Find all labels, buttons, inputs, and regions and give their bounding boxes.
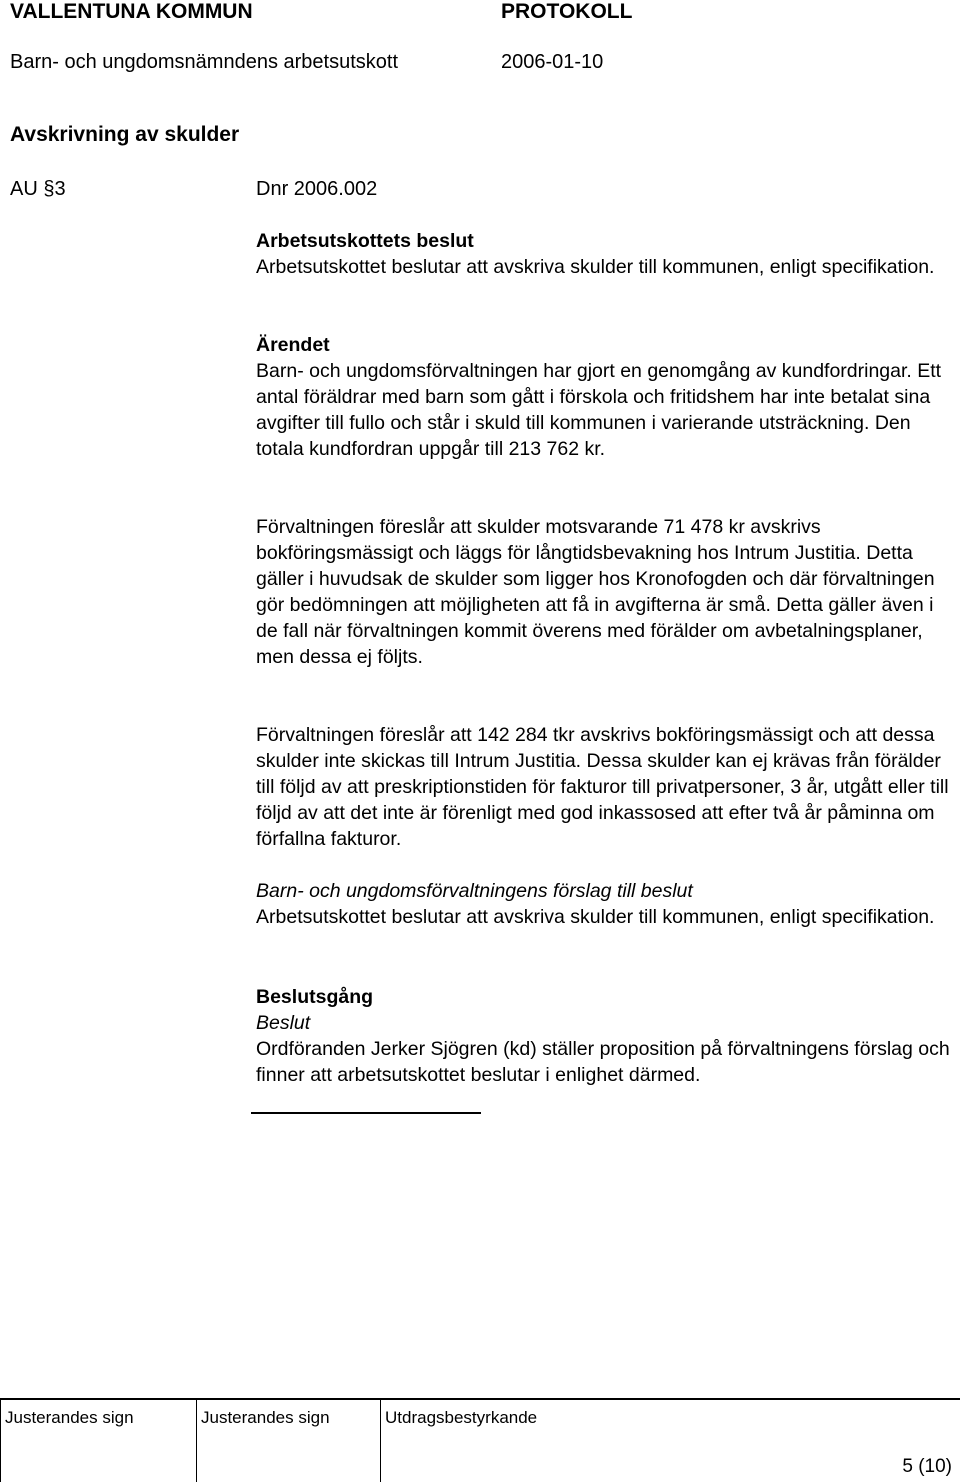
- procedure-section: [256, 984, 956, 1088]
- signature-label-2: Justerandes sign: [201, 1408, 330, 1427]
- meeting-date: 2006-01-10: [501, 51, 604, 73]
- procedure-text: Ordföranden Jerker Sjögren (kd) ställer proposition på förvaltningens förslag och finner att arbetsutskottet beslutar i enlighet därmed.: [256, 1038, 950, 1086]
- case-section: [256, 332, 956, 462]
- page-number: 5 (10): [902, 1456, 952, 1477]
- case-heading: Ärendet: [256, 334, 330, 356]
- proposal-section: [256, 878, 956, 930]
- proposal-heading: Barn- och ungdomsförvaltningens förslag till beslut: [256, 880, 693, 902]
- signature-cell-1: [0, 1400, 197, 1482]
- case-paragraph-3: Förvaltningen föreslår att 142 284 tkr avskrivs bokföringsmässigt och att dessa skulder inte skickas till Intrum Justitia. Dessa skulder kan ej krävas från förälder till följd av att preskriptionstiden för fakturor till privatpersoner, 3 år, utgått eller till följd av att det inte är förenligt med god inkassosed att efter två år påminna om förfallna fakturor.: [256, 724, 949, 850]
- doc-type: PROTOKOLL: [501, 0, 633, 23]
- procedure-subheading: Beslut: [256, 1012, 311, 1034]
- org-name: VALLENTUNA KOMMUN: [10, 0, 253, 23]
- case-paragraph-2-block: [256, 514, 956, 670]
- decision-heading: Arbetsutskottets beslut: [256, 230, 474, 252]
- proposal-text: Arbetsutskottet beslutar att avskriva skulder till kommunen, enligt specifikation.: [256, 906, 935, 928]
- end-of-section-line: [251, 1112, 481, 1114]
- extract-cell: [380, 1400, 959, 1482]
- page-title: Avskrivning av skulder: [10, 123, 240, 146]
- procedure-heading: Beslutsgång: [256, 986, 374, 1008]
- signature-label-1: Justerandes sign: [5, 1408, 134, 1427]
- case-number: Dnr 2006.002: [256, 178, 378, 200]
- section-number: AU §3: [10, 178, 66, 200]
- case-paragraph-2: Förvaltningen föreslår att skulder motsvarande 71 478 kr avskrivs bokföringsmässigt och läggs för långtidsbevakning hos Intrum Justitia. Detta gäller i huvudsak de skulder som ligger hos Kronofogden och där förvaltningen gör bedömningen att möjligheten att få in avgifterna är små. Detta gäller även i de fall när förvaltningen kommit överens med förälder om avbetalningsplaner, men dessa ej följts.: [256, 516, 935, 668]
- case-paragraph-3-block: [256, 722, 956, 852]
- case-paragraph-1: Barn- och ungdomsförvaltningen har gjort en genomgång av kundfordringar. Ett antal föräldrar med barn som gått i förskola och fritidshem har inte betalat sina avgifter till fullo och står i skuld till kommunen i varierande utsträckning. Den totala kundfordran uppgår till 213 762 kr.: [256, 360, 942, 460]
- signature-cell-2: [196, 1400, 381, 1482]
- signature-footer: [0, 1398, 960, 1484]
- committee-name: Barn- och ungdomsnämndens arbetsutskott: [10, 51, 398, 73]
- extract-label: Utdragsbestyrkande: [385, 1408, 538, 1427]
- decision-section: [256, 228, 956, 280]
- decision-text: Arbetsutskottet beslutar att avskriva skulder till kommunen, enligt specifikation.: [256, 256, 935, 278]
